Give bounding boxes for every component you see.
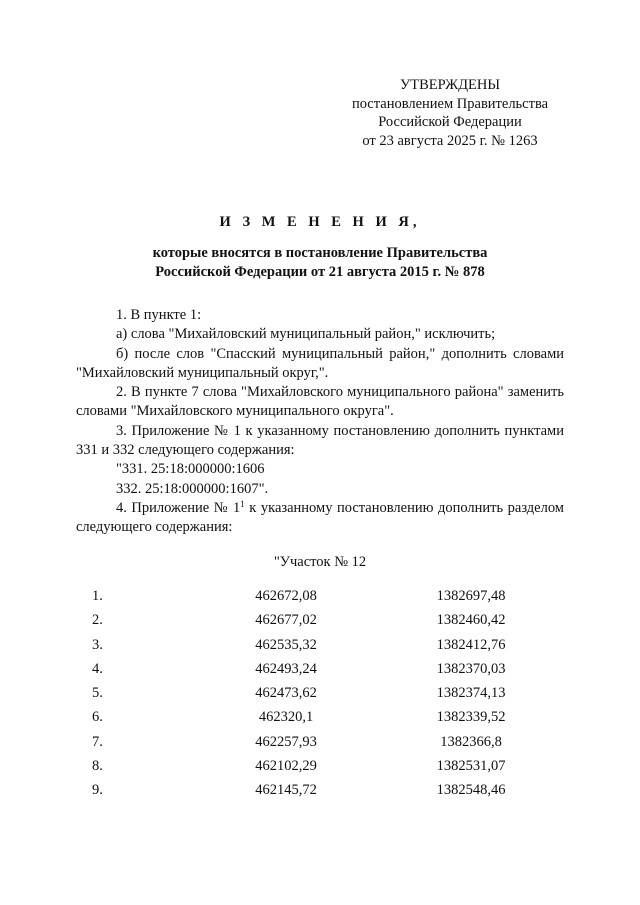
coordinate-x: 462493,24: [255, 660, 317, 677]
point-number: 4.: [92, 660, 103, 677]
item-1: 1. В пункте 1:: [116, 307, 202, 323]
document-subtitle: [0, 244, 640, 281]
point-number: 8.: [92, 758, 103, 775]
approval-line-4: от 23 августа 2025 г. № 1263: [362, 132, 538, 149]
approval-line-1: УТВЕРЖДЕНЫ: [399, 77, 501, 93]
item-1a: а) слова "Михайловский муниципальный район," исключить;: [116, 326, 496, 343]
coordinate-x: 462473,62: [255, 685, 317, 702]
item-4-text-end: к указанному постановлению дополнить разделом следующего содержания:: [76, 499, 564, 536]
coordinates-table: [76, 588, 564, 807]
coordinate-x: 462102,29: [255, 758, 317, 775]
item-3-line-332: 332. 25:18:000000:1607".: [116, 480, 269, 497]
coordinate-y: 1382531,07: [436, 758, 506, 775]
table-row: [76, 734, 564, 758]
coordinate-x: 462677,02: [255, 612, 317, 629]
point-number: 9.: [92, 782, 103, 799]
coordinate-y: 1382370,03: [436, 660, 506, 677]
point-number: 5.: [92, 685, 103, 702]
table-row: [76, 661, 564, 685]
coordinate-y: 1382366,8: [440, 733, 502, 750]
document-body: [76, 306, 564, 538]
item-4-superscript: 1: [240, 498, 245, 509]
coordinate-x: 462672,08: [255, 588, 317, 604]
approval-line-3: Российской Федерации: [378, 114, 522, 130]
coordinate-y: 1382460,42: [436, 612, 506, 629]
point-number: 1.: [92, 588, 103, 604]
item-2: 2. В пункте 7 слова "Михайловского муниципального района" заменить словами "Михайловского муниципального округа".: [76, 384, 564, 420]
coordinate-x: 462320,1: [258, 709, 314, 726]
item-3: 3. Приложение № 1 к указанному постановлению дополнить пунктами 331 и 332 следующего содержания:: [76, 422, 564, 459]
coordinate-x: 462145,72: [255, 782, 317, 799]
table-row: [76, 758, 564, 782]
item-1b: б) после слов "Спасский муниципальный район," дополнить словами "Михайловский муниципальный округ,".: [76, 345, 564, 381]
point-number: 6.: [92, 709, 103, 726]
coordinate-y: 1382697,48: [436, 588, 506, 604]
coordinate-y: 1382339,52: [436, 709, 506, 726]
coordinate-y: 1382412,76: [436, 636, 506, 653]
coordinate-y: 1382374,13: [436, 685, 506, 702]
table-row: [76, 709, 564, 733]
coordinate-x: 462257,93: [255, 733, 317, 750]
point-number: 3.: [92, 636, 103, 653]
approval-line-2: постановлением Правительства: [351, 95, 549, 112]
subtitle-line-2: Российской Федерации от 21 августа 2015 г. № 878: [155, 263, 485, 280]
table-row: [76, 637, 564, 661]
coordinate-x: 462535,32: [255, 636, 317, 653]
item-3-line-331: "331. 25:18:000000:1606: [116, 461, 265, 478]
item-4-text-start: 4. Приложение № 1: [116, 499, 241, 516]
approval-stamp: [340, 76, 560, 150]
table-row: [76, 612, 564, 636]
table-row: [76, 588, 564, 612]
plot-title: "Участок № 12: [273, 554, 367, 570]
point-number: 2.: [92, 612, 103, 629]
table-row: [76, 782, 564, 806]
item-4: [76, 499, 564, 538]
table-row: [76, 685, 564, 709]
subtitle-line-1: которые вносятся в постановление Правительства: [152, 245, 488, 261]
document-title: И З М Е Н Е Н И Я,: [219, 214, 421, 230]
coordinate-y: 1382548,46: [436, 782, 506, 799]
point-number: 7.: [92, 733, 103, 750]
